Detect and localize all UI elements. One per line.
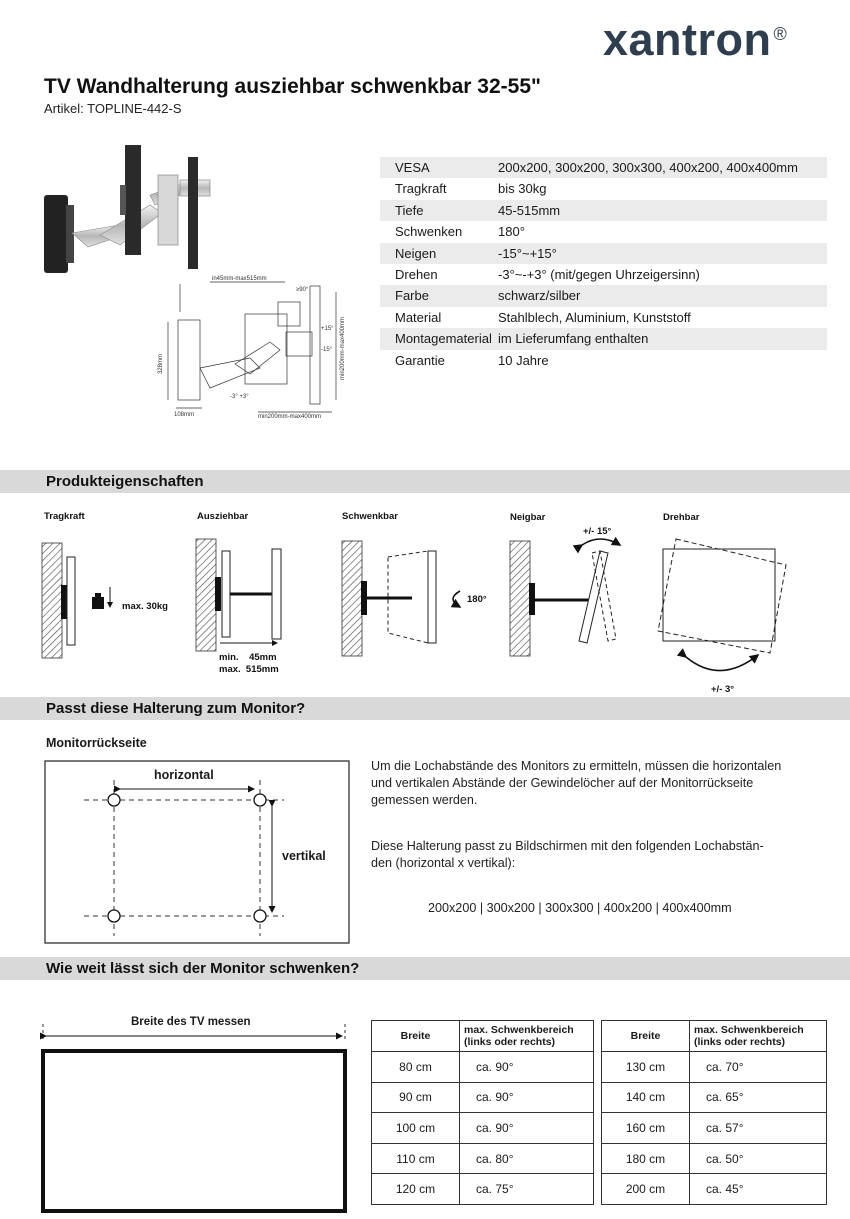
feature-note-neigbar: +/- 15° bbox=[583, 526, 612, 537]
feature-label-schwenkbar: Schwenkbar bbox=[342, 511, 398, 522]
fit-description-2: Diese Halterung passt zu Bildschirmen mit den folgenden Lochabstän- den (horizontal x vertikal): bbox=[371, 839, 764, 870]
feature-icons bbox=[0, 525, 850, 700]
table-header-row bbox=[372, 1021, 594, 1052]
drehbar-icon bbox=[658, 539, 786, 671]
feature-label-tragkraft: Tragkraft bbox=[44, 511, 85, 522]
neigbar-icon bbox=[510, 539, 620, 656]
feature-label-drehbar: Drehbar bbox=[663, 512, 700, 523]
table-row: 140 cm ca. 65° bbox=[602, 1082, 827, 1113]
fit-description-1: Um die Lochabstände des Monitors zu ermitteln, müssen die horizontalen und vertikalen Abstände der Gewindelöcher auf der Monitorrückseite gemessen werden. bbox=[371, 759, 782, 807]
svg-text:min200mm-max400mm: min200mm-max400mm bbox=[258, 414, 322, 420]
schwenkbar-icon bbox=[342, 541, 460, 656]
technical-drawing bbox=[150, 272, 350, 422]
table-row: 160 cm ca. 57° bbox=[602, 1113, 827, 1144]
swivel-table-right bbox=[601, 1020, 827, 1205]
svg-text:-3° +3°: -3° +3° bbox=[230, 394, 249, 400]
table-row: 100 cm ca. 90° bbox=[372, 1113, 594, 1144]
horizontal-label: horizontal bbox=[154, 768, 214, 782]
table-row: 120 cm ca. 75° bbox=[372, 1174, 594, 1205]
svg-text:min200mm-max400mm: min200mm-max400mm bbox=[340, 316, 346, 380]
feature-note-drehbar: +/- 3° bbox=[711, 684, 735, 695]
feature-note-ausziehbar-min: min. 45mm bbox=[219, 652, 277, 663]
table-row: 90 cm ca. 90° bbox=[372, 1082, 594, 1113]
spec-table bbox=[380, 157, 827, 371]
table-row: 130 cm ca. 70° bbox=[602, 1052, 827, 1083]
table-row: 200 cm ca. 45° bbox=[602, 1174, 827, 1205]
svg-text:108mm: 108mm bbox=[174, 412, 195, 418]
section-bar-features: Produkteigenschaften bbox=[0, 470, 850, 493]
spec-row: VESA 200x200, 300x200, 300x300, 400x200, 400x400mm bbox=[380, 157, 827, 178]
svg-text:≥90°: ≥90° bbox=[296, 287, 309, 293]
svg-text:+15°: +15° bbox=[321, 326, 334, 332]
section-bar-fit: Passt diese Halterung zum Monitor? bbox=[0, 697, 850, 720]
spec-row: Tiefe 45-515mm bbox=[380, 200, 827, 221]
feature-label-ausziehbar: Ausziehbar bbox=[197, 511, 249, 522]
spec-row: Neigen -15°~+15° bbox=[380, 243, 827, 264]
svg-text:328mm: 328mm bbox=[158, 353, 164, 374]
svg-text:in45mm-max515mm: in45mm-max515mm bbox=[212, 276, 267, 282]
vesa-sizes: 200x200 | 300x200 | 300x300 | 400x200 | 400x400mm bbox=[428, 901, 732, 915]
feature-note-tragkraft: max. 30kg bbox=[122, 601, 168, 612]
feature-label-neigbar: Neigbar bbox=[510, 512, 546, 523]
spec-row: Schwenken 180° bbox=[395, 224, 525, 240]
col-header-width: Breite bbox=[602, 1021, 690, 1052]
ausziehbar-icon bbox=[196, 539, 281, 651]
feature-note-schwenkbar: 180° bbox=[467, 594, 487, 605]
page-title: TV Wandhalterung ausziehbar schwenkbar 32-55" bbox=[44, 75, 541, 98]
tragkraft-icon bbox=[42, 543, 110, 658]
col-header-range: max. Schwenkbereich (links oder rechts) bbox=[460, 1021, 594, 1052]
col-header-range: max. Schwenkbereich (links oder rechts) bbox=[690, 1021, 827, 1052]
feature-note-ausziehbar-max: max. 515mm bbox=[219, 664, 279, 675]
spec-row: Material Stahlblech, Aluminium, Kunststoff bbox=[395, 309, 691, 325]
monitor-back-heading: Monitorrückseite bbox=[46, 736, 147, 750]
col-header-width: Breite bbox=[372, 1021, 460, 1052]
tv-width-diagram bbox=[40, 1024, 350, 1214]
measure-width-label: Breite des TV messen bbox=[131, 1016, 251, 1028]
spec-row: Garantie 10 Jahre bbox=[395, 352, 549, 368]
brand-logo: xantron ® bbox=[603, 14, 788, 65]
svg-text:-15°: -15° bbox=[321, 347, 333, 353]
article-number: Artikel: TOPLINE-442-S bbox=[44, 101, 182, 116]
spec-row: Farbe schwarz/silber bbox=[380, 285, 827, 306]
table-row: 110 cm ca. 80° bbox=[372, 1143, 594, 1174]
spec-row: Tragkraft bis 30kg bbox=[395, 181, 547, 197]
section-bar-swivel: Wie weit lässt sich der Monitor schwenken? bbox=[0, 957, 850, 980]
table-row: 180 cm ca. 50° bbox=[602, 1143, 827, 1174]
table-row: 80 cm ca. 90° bbox=[372, 1052, 594, 1083]
spec-row: Montagematerial im Lieferumfang enthalten bbox=[380, 328, 827, 349]
spec-row: Drehen -3°~-+3° (mit/gegen Uhrzeigersinn) bbox=[395, 266, 700, 282]
swivel-table-left bbox=[371, 1020, 594, 1205]
product-photo bbox=[30, 135, 230, 275]
vertikal-label: vertikal bbox=[282, 849, 326, 863]
table-header-row bbox=[602, 1021, 827, 1052]
